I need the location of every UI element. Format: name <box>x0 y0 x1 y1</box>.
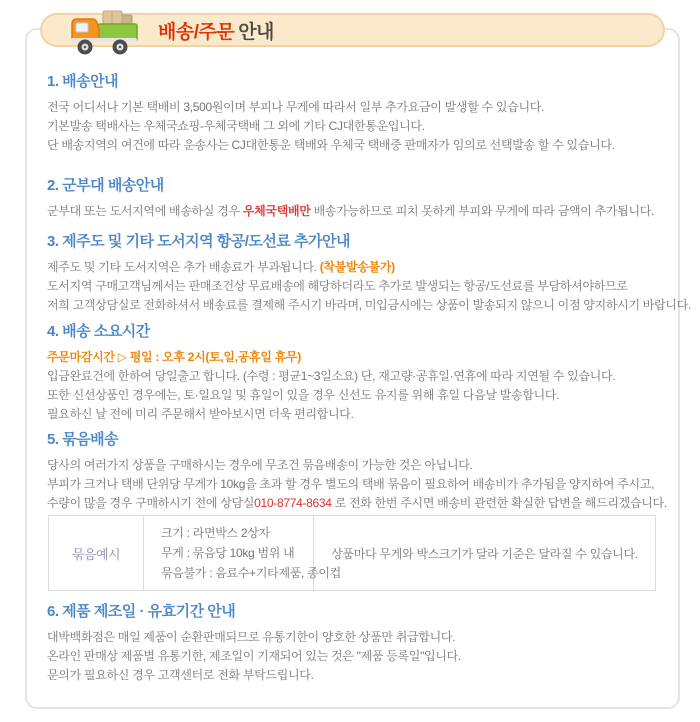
section-s1 <box>47 73 658 155</box>
page-title-accent: 배송/주문 <box>158 21 235 43</box>
body-text: 배송가능하므로 피치 못하게 부피와 무게에 따라 금액이 추가됩니다. <box>310 204 655 218</box>
text-line <box>47 666 658 685</box>
text-line <box>47 296 691 315</box>
text-line <box>47 386 658 405</box>
bundle-table-note: 상품마다 무게와 박스크기가 달라 기준은 달라질 수 있습니다. <box>331 546 638 561</box>
section-s4-heading: 4. 배송 소요시간 <box>47 323 150 340</box>
sections-container <box>27 30 691 685</box>
highlighted-text: 010-8774-8634 <box>254 496 332 510</box>
highlighted-text: (착불발송불가) <box>319 260 395 274</box>
bundle-table-label: 묶음예시 <box>49 516 144 590</box>
text-line <box>47 475 658 494</box>
section-s5 <box>47 431 667 591</box>
page-title-rest: 안내 <box>238 21 274 43</box>
body-text: 부피가 크거나 택배 단위당 무게가 10kg을 초과 할 경우 별도의 택배 묶음이 필요하여 배송비가 추가됨을 양지하여 주시고, <box>47 477 655 491</box>
body-text: 단 배송지역의 여건에 따라 운송사는 CJ대한통운 택배와 우체국 택배중 판매자가 임의로 선택발송 할 수 있습니다. <box>47 138 615 152</box>
body-text: 전국 어디서나 기본 택배비 3,500원이며 부피나 무게에 따라서 일부 추가요금이 발생할 수 있습니다. <box>47 100 545 114</box>
body-text: 제주도 및 기타 도서지역은 추가 배송료가 부과됩니다. <box>47 260 320 274</box>
bundle-example-table <box>48 515 656 591</box>
body-text: 온라인 판매상 제품별 유통기한, 제조일이 기재되어 있는 것은 "제품 등록일"입니다. <box>47 649 461 663</box>
body-text: 로 전화 한번 주시면 배송비 관련한 확실한 답변을 해드리겠습니다. <box>331 496 667 510</box>
section-s2-heading: 2. 군부대 배송안내 <box>47 177 164 194</box>
body-text: 문의가 필요하신 경우 고객센터로 전화 부탁드립니다. <box>47 668 314 682</box>
page-title <box>158 17 274 44</box>
text-line <box>47 456 658 475</box>
body-text: 필요하신 날 전에 미리 주문해서 받아보시면 더욱 편리합니다. <box>47 407 354 421</box>
body-text: 당사의 여러가지 상품을 구매하시는 경우에 무조건 묶음배송이 가능한 것은 아닙니다. <box>47 458 473 472</box>
section-s6 <box>47 603 658 685</box>
page-header <box>40 13 665 47</box>
delivery-truck-icon <box>65 10 141 60</box>
text-line <box>47 98 658 117</box>
body-text: 대박백화점은 매일 제품이 순환판매되므로 유통기한이 양호한 상품만 취급합니다. <box>47 630 456 644</box>
text-line <box>47 628 658 647</box>
text-line <box>47 367 658 386</box>
highlighted-text: 주문마감시간 ▷ 평일 : 오후 2시(토,일,공휴일 휴무) <box>47 350 301 364</box>
section-s2 <box>47 177 658 221</box>
highlighted-text: 우체국택배만 <box>242 204 311 218</box>
bundle-table-detail-row: 묶음불가 : 음료수+기타제품, 종이컵 <box>161 566 341 580</box>
text-line <box>47 494 667 513</box>
body-text: 입금완료건에 한하여 당일출고 합니다. (수령 : 평균1~3일소요) 단, 재고량·공휴일·연휴에 따라 지연될 수 있습니다. <box>47 369 616 383</box>
section-s3 <box>47 233 691 315</box>
body-text: 저희 고객상담실로 전화하셔서 배송료를 결제해 주시기 바라며, 미입금시에는 상품이 발송되지 않으니 이점 양지하시기 바랍니다. <box>47 298 691 312</box>
body-text: 도서지역 구매고객님께서는 판매조건상 무료배송에 해당하더라도 추가로 발생되는 항공/도선료를 부담하셔야하므로 <box>47 279 628 293</box>
section-s5-heading: 5. 묶음배송 <box>47 431 119 448</box>
text-line <box>47 202 658 221</box>
text-line <box>47 647 658 666</box>
content-panel <box>25 21 691 709</box>
text-line <box>47 348 658 367</box>
body-text: 군부대 또는 도서지역에 배송하실 경우 <box>47 204 243 218</box>
text-line <box>47 277 658 296</box>
body-text: 또한 신선상품인 경우에는, 토·일요일 및 휴일이 있을 경우 신선도 유지를 위해 휴일 다음날 발송합니다. <box>47 388 560 402</box>
text-line <box>47 136 658 155</box>
section-s3-heading: 3. 제주도 및 기타 도서지역 항공/도선료 추가안내 <box>47 233 350 250</box>
bundle-table-detail-row: 무게 : 묶음당 10kg 범위 내 <box>161 546 295 560</box>
body-text: 기본발송 택배사는 우체국쇼핑-우체국택배 그 외에 기타 CJ대한통운입니다. <box>47 119 425 133</box>
text-line <box>47 117 658 136</box>
bundle-table-details <box>144 516 341 590</box>
text-line <box>47 405 658 424</box>
section-s6-heading: 6. 제품 제조일 · 유효기간 안내 <box>47 603 236 620</box>
text-line <box>47 258 658 277</box>
bundle-table-detail-row: 크기 : 라면박스 2상자 <box>161 526 270 540</box>
body-text: 수량이 많을 경우 구매하시기 전에 상담실 <box>47 496 255 510</box>
section-s1-heading: 1. 배송안내 <box>47 73 119 90</box>
section-s4 <box>47 323 658 424</box>
